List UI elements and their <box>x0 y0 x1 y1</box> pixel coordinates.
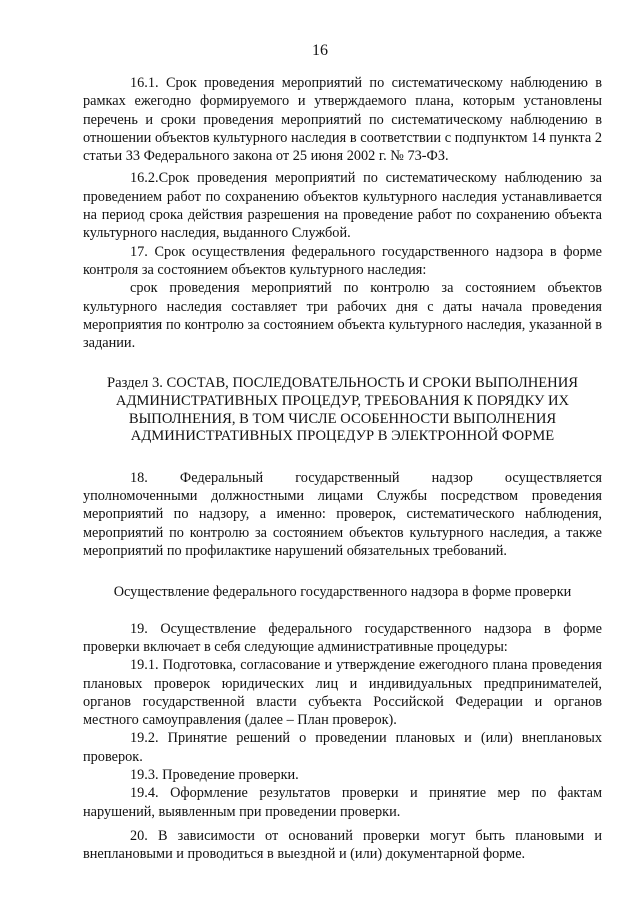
paragraph-17-term: срок проведения мероприятий по контролю за состоянием объектов культурного наследия составляет три рабочих дня с даты начала проведения мероприятия по контролю за состоянием объекта культурного наследия, указанной в задании. <box>83 280 602 352</box>
paragraph-16-2: 16.2.Срок проведения мероприятий по систематическому наблюдению за проведением работ по сохранению объектов культурного наследия устанавливается на период срока действия разрешения на проведение работ по сохранению объекта культурного наследия, выданного Службой. <box>83 170 602 242</box>
paragraph-17: 17. Срок осуществления федерального государственного надзора в форме контроля за состоянием объектов культурного наследия: <box>83 243 602 278</box>
section-3-title: Раздел 3. СОСТАВ, ПОСЛЕДОВАТЕЛЬНОСТЬ И СРОКИ ВЫПОЛНЕНИЯ АДМИНИСТРАТИВНЫХ ПРОЦЕДУР, ТРЕБОВАНИЯ К ПОРЯДКУ ИХ ВЫПОЛНЕНИЯ, В ТОМ ЧИСЛЕ ОСОБЕННОСТИ ВЫПОЛНЕНИЯ АДМИНИСТРАТИВНЫХ ПРОЦЕДУР В ЭЛЕКТРОННОЙ ФОРМЕ <box>107 375 578 445</box>
paragraph-16-1: 16.1. Срок проведения мероприятий по систематическому наблюдению в рамках ежегодно формируемого и утверждаемого плана, которым установлены перечень и сроки проведения мероприятий по систематическому наблюдению в отношении объектов культурного наследия в соответствии с подпунктом 14 пункта 2 статьи 33 Федерального закона от 25 июня 2002 г. № 73-ФЗ. <box>83 75 602 165</box>
paragraph-19: 19. Осуществление федерального государственного надзора в форме проверки включает в себя следующие административные процедуры: <box>83 620 602 655</box>
subsection-title: Осуществление федерального государственного надзора в форме проверки <box>113 584 572 601</box>
paragraph-19-3: 19.3. Проведение проверки. <box>130 766 299 783</box>
document-body <box>83 74 602 863</box>
paragraph-19-4: 19.4. Оформление результатов проверки и принятие мер по фактам нарушений, выявленным при проведении проверки. <box>83 785 602 820</box>
page-number: 16 <box>312 42 328 59</box>
paragraph-19-1: 19.1. Подготовка, согласование и утверждение ежегодного плана проведения плановых проверок юридических лиц и индивидуальных предпринимателей, органов государственной власти субъекта Российской Федерации и органов местного самоуправления (далее – План проверок). <box>83 657 602 729</box>
paragraph-18: 18. Федеральный государственный надзор осуществляется уполномоченными должностными лицами Службы посредством проведения мероприятий по надзору, а именно: проверок, систематического наблюдения, мероприятий по контролю за состоянием объектов культурного наследия, а также мероприятий по профилактике нарушений обязательных требований. <box>83 469 602 560</box>
paragraph-19-2: 19.2. Принятие решений о проведении плановых и (или) внеплановых проверок. <box>83 730 602 765</box>
paragraph-20: 20. В зависимости от оснований проверки могут быть плановыми и внеплановыми и проводиться в выездной и (или) документарной форме. <box>83 827 602 863</box>
